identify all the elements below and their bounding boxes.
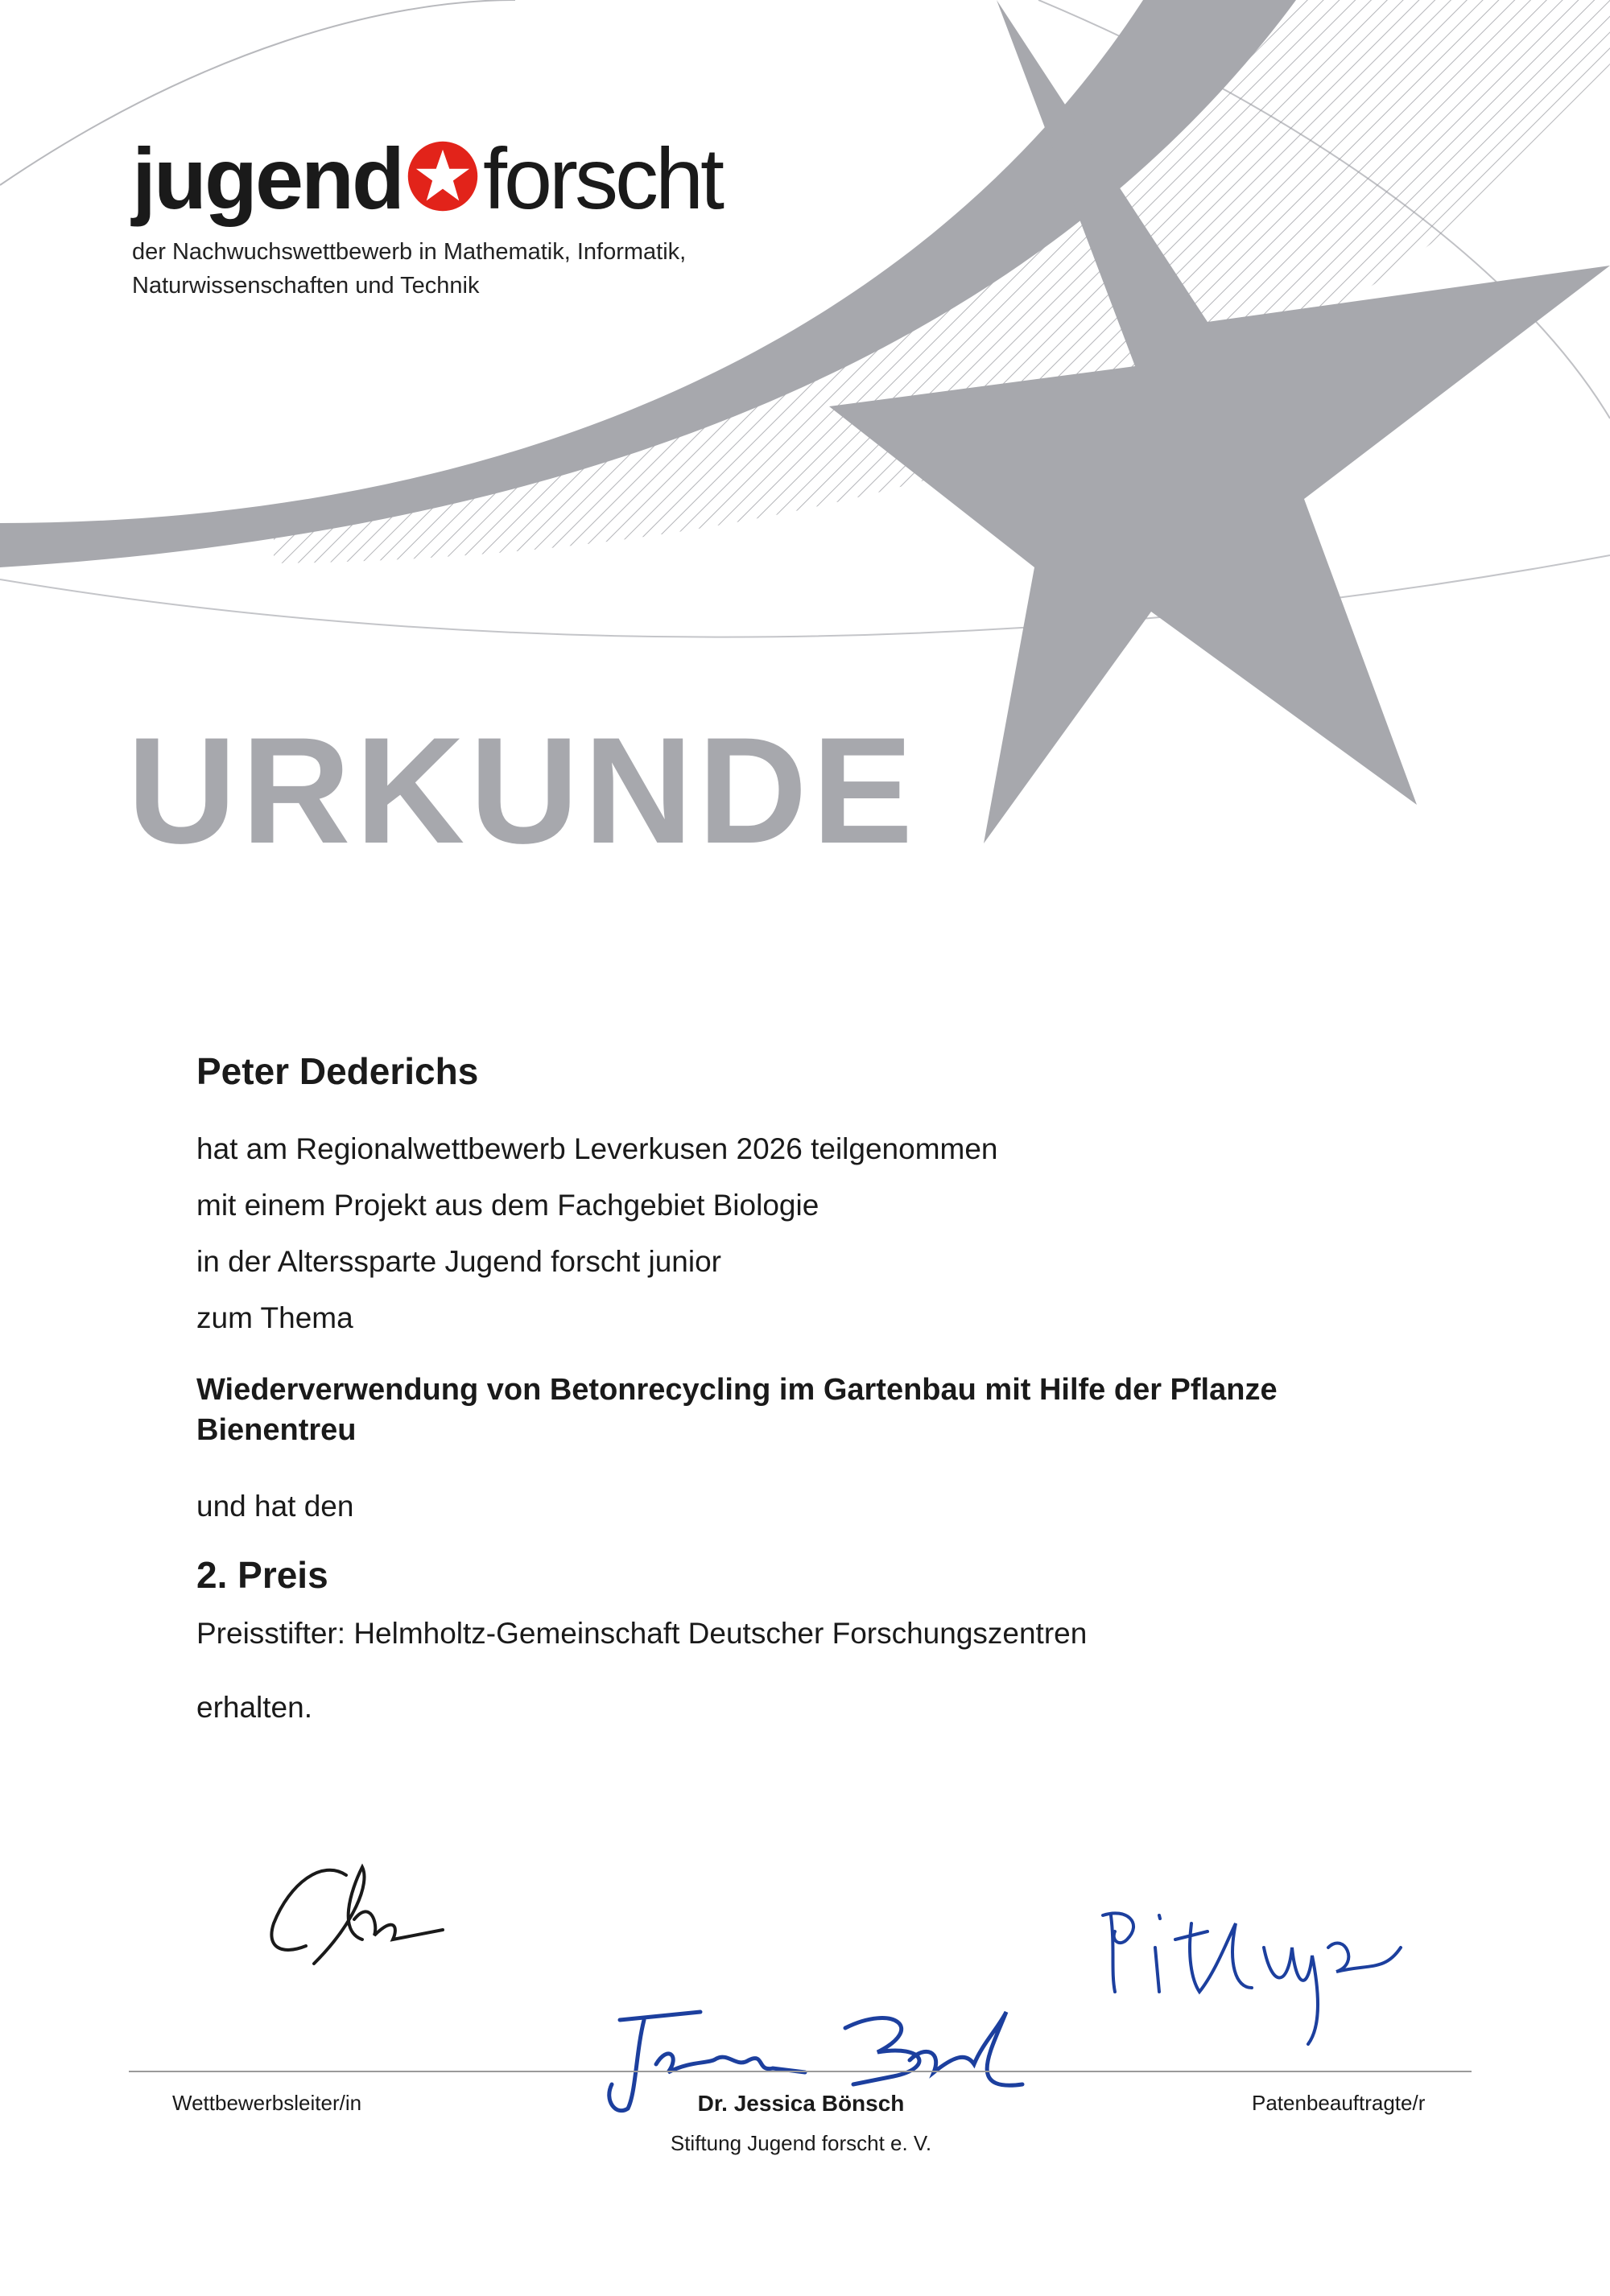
- signature-sponsor-representative: [1079, 1851, 1433, 2060]
- certificate-title: URKUNDE: [127, 706, 918, 875]
- signature-line: [129, 2071, 1472, 2072]
- sponsor-representative-label: Patenbeauftragte/r: [1252, 2091, 1426, 2115]
- received-line: erhalten.: [196, 1691, 312, 1724]
- recipient-name: Peter Dederichs: [196, 1050, 479, 1092]
- award-intro-line: und hat den: [196, 1490, 354, 1523]
- signature-competition-leader: [258, 1851, 451, 1980]
- center-signatory-name: Dr. Jessica Bönsch: [697, 2091, 905, 2116]
- prize-sponsor-line: Preisstifter: Helmholtz-Gemeinschaft Deutscher Forschungszentren: [196, 1617, 1088, 1650]
- logo-text-forscht: forscht: [482, 130, 722, 227]
- participation-line: hat am Regionalwettbewerb Leverkusen 2026 teilgenommen: [196, 1132, 998, 1165]
- age-category-line: in der Alterssparte Jugend forscht junior: [196, 1245, 721, 1278]
- competition-leader-label: Wettbewerbsleiter/in: [172, 2091, 362, 2115]
- logo-text-jugend: jugend: [132, 130, 402, 227]
- logo-tagline: [132, 235, 686, 303]
- field-line: mit einem Projekt aus dem Fachgebiet Biologie: [196, 1189, 819, 1222]
- tagline-line-2: Naturwissenschaften und Technik: [132, 273, 480, 299]
- prize-title: 2. Preis: [196, 1554, 328, 1596]
- logo-star-icon: [406, 139, 480, 213]
- project-topic: Wiederverwendung von Betonrecycling im Gartenbau mit Hilfe der Pflanze Bienentreu: [196, 1373, 1278, 1447]
- thin-arc-low: [0, 555, 1610, 637]
- topic-intro-line: zum Thema: [196, 1301, 353, 1334]
- center-signatory-organization: Stiftung Jugend forscht e. V.: [670, 2131, 932, 2155]
- jugend-forscht-logo: [132, 130, 722, 227]
- tagline-line-1: der Nachwuchswettbewerb in Mathematik, Informatik,: [132, 239, 687, 265]
